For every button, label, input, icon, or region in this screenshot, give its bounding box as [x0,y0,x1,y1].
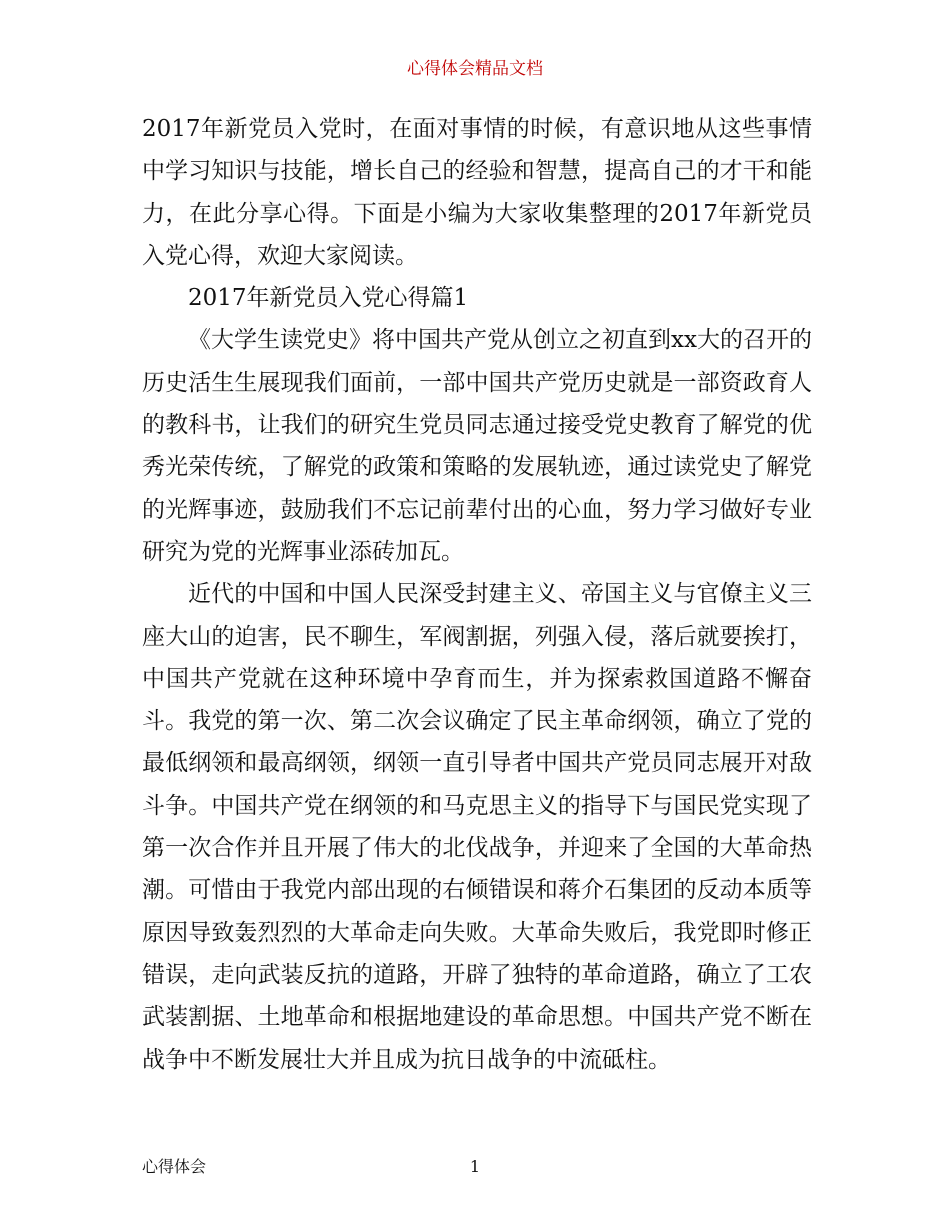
intro-paragraph: 2017年新党员入党时，在面对事情的时候，有意识地从这些事情中学习知识与技能，增长自己的经验和智慧，提高自己的才干和能力，在此分享心得。下面是小编为大家收集整理的2017年新党员入党心得，欢迎大家阅读。 [142,116,812,269]
body-paragraph-1: 《大学生读党史》将中国共产党从创立之初直到xx大的召开的历史活生生展现我们面前，一部中国共产党历史就是一部资政育人的教科书，让我们的研究生党员同志通过接受党史教育了解党的优秀光荣传统，了解党的政策和策略的发展轨迹，通过读党史了解党的光辉事迹，鼓励我们不忘记前辈付出的心血，努力学习做好专业研究为党的光辉事业添砖加瓦。 [142,327,812,565]
document-body [142,108,812,1081]
page-header-title: 心得体会精品文档 [407,59,543,79]
body-paragraph-2: 近代的中国和中国人民深受封建主义、帝国主义与官僚主义三座大山的迫害，民不聊生，军阀割据，列强入侵，落后就要挨打，中国共产党就在这种环境中孕育而生，并为探索救国道路不懈奋斗。我党的第一次、第二次会议确定了民主革命纲领，确立了党的最低纲领和最高纲领，纲领一直引导者中国共产党员同志展开对敌斗争。中国共产党在纲领的和马克思主义的指导下与国民党实现了第一次合作并且开展了伟大的北伐战争，并迎来了全国的大革命热潮。可惜由于我党内部出现的右倾错误和蒋介石集团的反动本质等原因导致轰烈烈的大革命走向失败。大革命失败后，我党即时修正错误，走向武装反抗的道路，开辟了独特的革命道路，确立了工农武装割据、土地革命和根据地建设的革命思想。中国共产党不断在战争中不断发展壮大并且成为抗日战争的中流砥柱。 [142,581,812,1073]
section-title: 2017年新党员入党心得篇1 [188,285,469,312]
page-number: 1 [469,1157,481,1176]
page-footer-label: 心得体会 [142,1157,207,1176]
